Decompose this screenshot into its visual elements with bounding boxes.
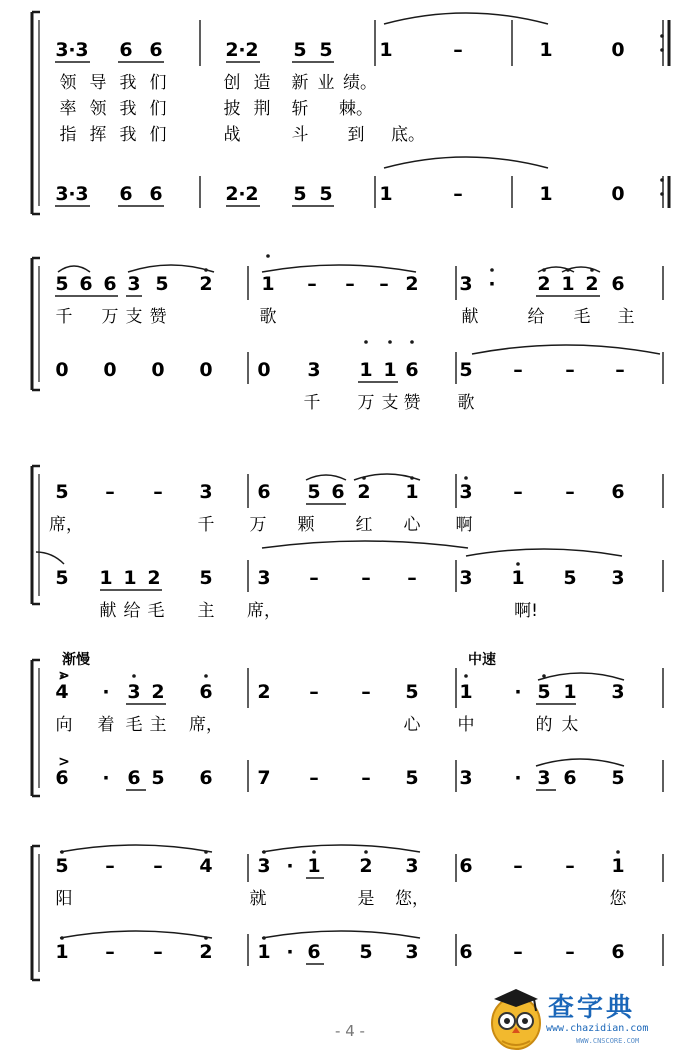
lower-note: 1: [359, 359, 373, 381]
octave-dot: [660, 192, 664, 196]
octave-dot: [266, 254, 270, 258]
octave-dot: [60, 850, 64, 854]
lower-note: 3: [405, 941, 419, 963]
lower-note: 3: [55, 183, 69, 205]
accent-mark: >: [58, 668, 70, 684]
tie-slur: [306, 475, 346, 480]
lyric-syllable: 歌: [259, 307, 277, 327]
tempo-marking: 渐慢: [62, 652, 90, 668]
upper-note: 3: [405, 855, 419, 877]
lyric-syllable: 主: [149, 715, 167, 735]
lower-note: –: [309, 767, 319, 789]
watermark-url-small: WWW.CNSCORE.COM: [576, 1037, 640, 1045]
lower-note: 1: [99, 567, 113, 589]
lower-note: 6: [405, 359, 419, 381]
watermark-name: 查字典: [548, 993, 636, 1023]
upper-note: 3: [257, 855, 271, 877]
lyric-syllable: 们: [149, 125, 167, 145]
octave-dot: [312, 850, 316, 854]
lower-note: 6: [199, 767, 213, 789]
lower-note: 1: [511, 567, 525, 589]
octave-dot: [516, 562, 520, 566]
lower-note: 3: [459, 767, 473, 789]
lyric-syllable: 我: [119, 73, 137, 93]
lower-note: 2: [245, 183, 259, 205]
upper-note: –: [513, 855, 523, 877]
lyric-syllable: 毛: [147, 601, 165, 621]
upper-note: 2: [151, 681, 165, 703]
upper-note: 4: [199, 855, 213, 877]
upper-note: 1: [459, 681, 473, 703]
lyric-syllable: 指: [59, 125, 77, 145]
upper-note: 4: [55, 681, 69, 703]
lyric-syllable: 啊: [455, 515, 473, 535]
upper-note: –: [105, 855, 115, 877]
upper-note: ·: [238, 39, 246, 61]
upper-note: 3: [199, 481, 213, 503]
octave-dot: [388, 340, 392, 344]
tie-slur: [60, 931, 212, 938]
tie-slur: [262, 541, 468, 548]
lower-note: ·: [238, 183, 246, 205]
upper-note: 2: [359, 855, 373, 877]
lyric-syllable: 颗: [297, 515, 315, 535]
upper-note: 2: [537, 273, 551, 295]
lyric-syllable: 中: [457, 715, 475, 735]
lyric-syllable: 您，: [395, 889, 429, 909]
lyric-syllable: 底。: [391, 125, 425, 145]
upper-note: 6: [103, 273, 117, 295]
lyric-syllable: 席，: [189, 715, 223, 735]
lyric-syllable: 席，: [247, 601, 281, 621]
upper-note: 5: [155, 273, 169, 295]
watermark: [488, 985, 693, 1053]
lower-note: –: [309, 567, 319, 589]
lower-note: –: [361, 767, 371, 789]
lyric-syllable: 支: [381, 393, 399, 413]
tie-slur: [384, 13, 548, 24]
lyric-syllable: 战: [223, 125, 241, 145]
octave-dot: [262, 936, 266, 940]
lyric-syllable: 主: [617, 307, 635, 327]
upper-note: 1: [563, 681, 577, 703]
upper-note: 1: [379, 39, 393, 61]
upper-note: –: [361, 681, 371, 703]
upper-note: 3: [611, 681, 625, 703]
lower-note: –: [453, 183, 463, 205]
page-number: - 4 -: [335, 1022, 365, 1040]
lower-note: ·: [286, 941, 294, 963]
lyric-syllable: 献: [99, 601, 117, 621]
octave-dot: [660, 178, 664, 182]
lower-note: –: [153, 941, 163, 963]
upper-note: ·: [286, 855, 294, 877]
lyric-syllable: 挥: [89, 125, 107, 145]
lyric-syllable: 着: [97, 715, 115, 735]
tie-slur: [60, 845, 212, 852]
lower-note: –: [565, 359, 575, 381]
upper-note: 5: [319, 39, 333, 61]
lower-note: 3: [257, 567, 271, 589]
upper-note: 5: [55, 273, 69, 295]
tie-slur: [36, 552, 64, 564]
lower-note: 2: [225, 183, 239, 205]
lower-note: –: [407, 567, 417, 589]
lower-note: 6: [55, 767, 69, 789]
upper-note: 2: [357, 481, 371, 503]
lower-note: 5: [563, 567, 577, 589]
lyric-syllable: 斗: [291, 125, 309, 145]
lyric-syllable: 阳: [55, 889, 73, 909]
lyric-syllable: 创: [223, 73, 241, 93]
lyric-syllable: 披: [223, 99, 241, 119]
lower-note: 5: [611, 767, 625, 789]
lyric-syllable: 千: [303, 393, 321, 413]
lyric-syllable: 赞: [403, 393, 421, 413]
tie-slur: [262, 931, 420, 938]
lower-note: 0: [103, 359, 117, 381]
lower-note: 3: [537, 767, 551, 789]
octave-dot: [132, 674, 136, 678]
lower-note: 0: [611, 183, 625, 205]
octave-dot: [364, 340, 368, 344]
octave-dot: [542, 674, 546, 678]
lyric-syllable: 我: [119, 125, 137, 145]
upper-note: 1: [261, 273, 275, 295]
lower-note: –: [615, 359, 625, 381]
upper-note: –: [453, 39, 463, 61]
upper-note: 0: [611, 39, 625, 61]
lower-note: 5: [405, 767, 419, 789]
upper-note: 2: [405, 273, 419, 295]
lyric-syllable: 支: [125, 307, 143, 327]
lyric-syllable: 荆: [253, 99, 271, 119]
upper-note: ·: [514, 681, 522, 703]
octave-dot: [566, 268, 570, 272]
lyric-syllable: 万: [101, 307, 119, 327]
upper-note: –: [153, 481, 163, 503]
upper-note: 5: [55, 855, 69, 877]
octave-dot: [204, 268, 208, 272]
lyric-syllable: 新: [291, 73, 309, 93]
octave-dot: [660, 48, 664, 52]
upper-note: –: [565, 481, 575, 503]
upper-note: –: [307, 273, 317, 295]
upper-note: 5: [293, 39, 307, 61]
lower-note: 5: [151, 767, 165, 789]
upper-note: 5: [55, 481, 69, 503]
lower-note: 5: [319, 183, 333, 205]
upper-note: 6: [459, 855, 473, 877]
lyric-syllable: 太: [561, 715, 579, 735]
upper-note: 2: [585, 273, 599, 295]
upper-note: 1: [611, 855, 625, 877]
upper-note: ·: [68, 39, 76, 61]
octave-dot: [660, 34, 664, 38]
tie-slur: [536, 759, 624, 766]
lyric-syllable: 红: [355, 515, 373, 535]
upper-note: 6: [149, 39, 163, 61]
lower-note: 0: [55, 359, 69, 381]
octave-dot: [262, 850, 266, 854]
lyric-syllable: 棘。: [339, 99, 373, 119]
upper-note: –: [105, 481, 115, 503]
lower-note: 1: [55, 941, 69, 963]
accent-mark: >: [58, 754, 70, 770]
lyric-syllable: 歌: [457, 393, 475, 413]
upper-note: 2: [225, 39, 239, 61]
lower-note: 1: [539, 183, 553, 205]
upper-note: 3: [459, 481, 473, 503]
upper-note: 2: [199, 273, 213, 295]
upper-note: 1: [307, 855, 321, 877]
lyric-syllable: 们: [149, 73, 167, 93]
upper-note: 6: [79, 273, 93, 295]
lyric-syllable: 率: [59, 99, 77, 119]
lyric-syllable: 心: [403, 515, 421, 535]
lyric-syllable: 千: [55, 307, 73, 327]
lower-note: 6: [459, 941, 473, 963]
upper-note: 2: [245, 39, 259, 61]
lyric-syllable: 是: [357, 889, 375, 909]
lower-note: 5: [55, 567, 69, 589]
octave-dot: [542, 268, 546, 272]
upper-note: 6: [257, 481, 271, 503]
upper-note: 5: [405, 681, 419, 703]
upper-note: 3: [127, 681, 141, 703]
lower-note: 1: [379, 183, 393, 205]
lyric-syllable: 就: [249, 889, 267, 909]
octave-dot: [490, 268, 494, 272]
upper-note: 6: [331, 481, 345, 503]
upper-note: 3: [127, 273, 141, 295]
lyric-syllable: 的: [535, 715, 553, 735]
lower-note: 2: [147, 567, 161, 589]
lower-note: 6: [563, 767, 577, 789]
lyric-syllable: 主: [197, 601, 215, 621]
tie-slur: [466, 549, 622, 556]
octave-dot: [204, 850, 208, 854]
lyric-syllable: 心: [403, 715, 421, 735]
lower-note: 3: [307, 359, 321, 381]
lower-note: –: [513, 359, 523, 381]
lyric-syllable: 们: [149, 99, 167, 119]
upper-note: –: [565, 855, 575, 877]
lower-note: 5: [199, 567, 213, 589]
octave-dot: [60, 936, 64, 940]
octave-dot: [590, 268, 594, 272]
lower-note: 0: [199, 359, 213, 381]
lyric-syllable: 我: [119, 99, 137, 119]
watermark-url: www.chazidian.com: [546, 1023, 649, 1034]
upper-note: ·: [488, 273, 496, 295]
lower-note: 1: [123, 567, 137, 589]
lyric-syllable: 业: [317, 73, 335, 93]
lower-note: –: [361, 567, 371, 589]
lower-note: 3: [611, 567, 625, 589]
octave-dot: [464, 476, 468, 480]
lyric-syllable: 毛: [573, 307, 591, 327]
tempo-marking: 中速: [468, 652, 496, 668]
lower-note: 5: [459, 359, 473, 381]
lyric-syllable: 您: [609, 889, 627, 909]
upper-note: 1: [405, 481, 419, 503]
upper-note: 5: [537, 681, 551, 703]
lower-note: 6: [149, 183, 163, 205]
lyric-syllable: 啊!: [514, 601, 538, 621]
lyric-syllable: 万: [357, 393, 375, 413]
octave-dot: [204, 936, 208, 940]
upper-note: –: [345, 273, 355, 295]
lower-note: –: [513, 941, 523, 963]
lyric-syllable: 领: [89, 99, 107, 119]
lower-note: 3: [75, 183, 89, 205]
tie-slur: [384, 157, 548, 168]
lyric-syllable: 到: [347, 125, 365, 145]
lyric-syllable: 向: [55, 715, 73, 735]
tie-slur: [58, 266, 90, 272]
lower-note: 6: [119, 183, 133, 205]
upper-note: –: [153, 855, 163, 877]
lyric-syllable: 斩: [291, 99, 309, 119]
lyric-syllable: 千: [197, 515, 215, 535]
lyric-syllable: 献: [461, 307, 479, 327]
tie-slur: [262, 845, 420, 852]
lower-note: 6: [307, 941, 321, 963]
lyric-syllable: 导: [89, 73, 107, 93]
lower-note: 2: [199, 941, 213, 963]
lower-note: 5: [359, 941, 373, 963]
upper-note: ·: [102, 681, 110, 703]
lower-note: 7: [257, 767, 271, 789]
lower-note: ·: [68, 183, 76, 205]
lyric-syllable: 造: [253, 73, 271, 93]
lower-note: 0: [151, 359, 165, 381]
lower-note: –: [565, 941, 575, 963]
lyric-syllable: 赞: [149, 307, 167, 327]
lower-note: 1: [383, 359, 397, 381]
octave-dot: [362, 476, 366, 480]
upper-note: 3: [459, 273, 473, 295]
lyric-syllable: 领: [59, 73, 77, 93]
upper-note: –: [379, 273, 389, 295]
lower-note: ·: [514, 767, 522, 789]
upper-note: –: [309, 681, 319, 703]
upper-note: 6: [199, 681, 213, 703]
lyric-syllable: 席，: [49, 515, 83, 535]
octave-dot: [204, 674, 208, 678]
lyric-syllable: 给: [123, 601, 141, 621]
upper-note: 3: [55, 39, 69, 61]
upper-note: –: [513, 481, 523, 503]
octave-dot: [364, 850, 368, 854]
lyric-syllable: 毛: [125, 715, 143, 735]
lyric-syllable: 给: [527, 307, 545, 327]
lower-note: 0: [257, 359, 271, 381]
tie-slur: [538, 673, 624, 680]
tie-slur: [472, 345, 660, 354]
lyric-syllable: 绩。: [343, 73, 377, 93]
lyric-syllable: 万: [249, 515, 267, 535]
lower-note: –: [105, 941, 115, 963]
upper-note: 6: [611, 481, 625, 503]
lower-note: 5: [293, 183, 307, 205]
lower-note: 1: [257, 941, 271, 963]
upper-note: 2: [257, 681, 271, 703]
lower-note: 6: [611, 941, 625, 963]
octave-dot: [616, 850, 620, 854]
upper-note: 1: [539, 39, 553, 61]
upper-note: 3: [75, 39, 89, 61]
upper-note: 5: [307, 481, 321, 503]
lower-note: ·: [102, 767, 110, 789]
lower-note: 3: [459, 567, 473, 589]
owl-logo-icon: [488, 985, 548, 1051]
upper-note: 1: [561, 273, 575, 295]
tie-slur: [128, 265, 214, 272]
octave-dot: [410, 476, 414, 480]
upper-note: 6: [119, 39, 133, 61]
octave-dot: [410, 340, 414, 344]
tie-slur: [262, 265, 416, 272]
lower-note: 6: [127, 767, 141, 789]
upper-note: 6: [611, 273, 625, 295]
octave-dot: [464, 674, 468, 678]
